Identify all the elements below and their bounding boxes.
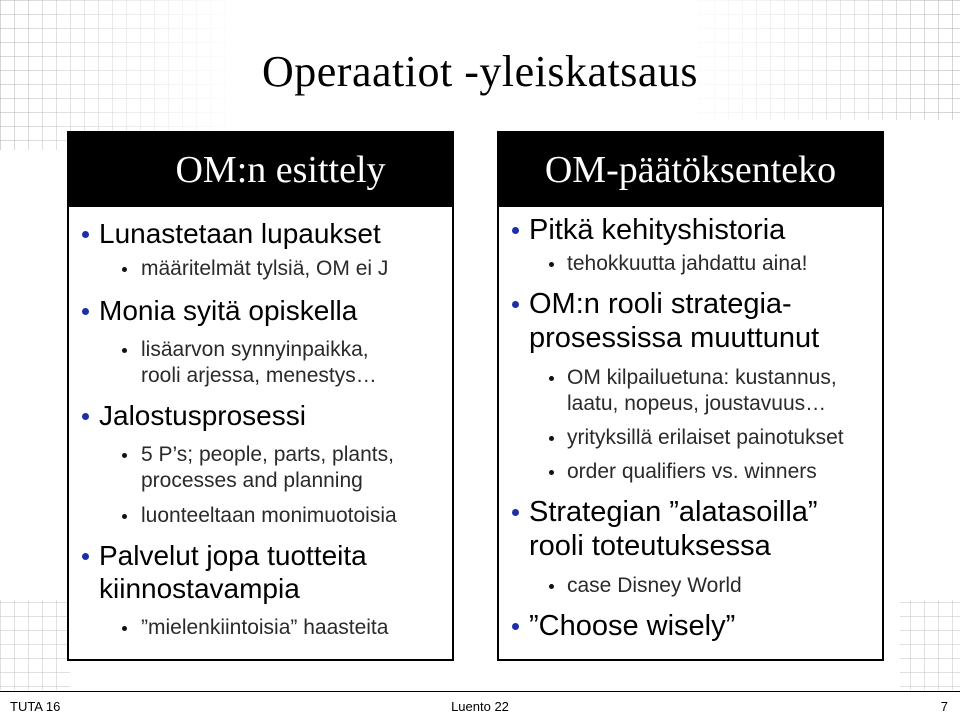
- bullet-icon: [82, 231, 89, 238]
- bullet-icon: [122, 453, 127, 458]
- list-item: Monia syitä opiskella: [69, 294, 452, 327]
- footer-page-number: 7: [940, 699, 948, 714]
- list-item: luonteeltaan monimuotoisia: [69, 503, 452, 529]
- bullet-icon: [512, 227, 519, 234]
- bullet-icon: [549, 584, 554, 589]
- list-item: yrityksillä erilaiset painotukset: [499, 425, 882, 451]
- list-item: 5 P’s; people, parts, plants, processes and planning: [69, 442, 452, 494]
- bullet-icon: [122, 626, 127, 631]
- list-item: ”mielenkiintoisia” haasteita: [69, 615, 452, 641]
- list-item: tehokkuutta jahdattu aina!: [499, 251, 882, 277]
- list-item: lisäarvon synnyinpaikka, rooli arjessa, menestys…: [69, 337, 452, 389]
- slide-footer: [0, 691, 960, 718]
- left-panel: [67, 131, 454, 661]
- list-item: OM:n rooli strategia- prosessissa muuttunut: [499, 287, 882, 355]
- list-item: Strategian ”alatasoilla” rooli toteutuksessa: [499, 495, 882, 563]
- list-item: order qualifiers vs. winners: [499, 459, 882, 485]
- left-panel-heading: OM:n esittely: [69, 133, 452, 207]
- list-item: Jalostusprosessi: [69, 399, 452, 432]
- footer-course-code: TUTA 16: [10, 699, 61, 714]
- bullet-icon: [82, 413, 89, 420]
- bullet-icon: [82, 308, 89, 315]
- slide-title: Operaatiot -yleiskatsaus: [262, 47, 698, 96]
- bullet-icon: [122, 267, 127, 272]
- bullet-icon: [82, 553, 89, 560]
- bullet-icon: [512, 301, 519, 308]
- left-panel-list: [69, 207, 452, 641]
- list-item: Palvelut jopa tuotteita kiinnostavampia: [69, 539, 452, 605]
- right-panel: [497, 131, 884, 661]
- list-item: Pitkä kehityshistoria: [499, 213, 882, 247]
- list-item: ”Choose wisely”: [499, 609, 882, 643]
- list-item: case Disney World: [499, 573, 882, 599]
- right-panel-list: [499, 207, 882, 643]
- bullet-icon: [512, 623, 519, 630]
- right-panel-heading: OM-päätöksenteko: [499, 133, 882, 207]
- bullet-icon: [512, 509, 519, 516]
- list-item: määritelmät tylsiä, OM ei J: [69, 256, 452, 282]
- list-item: OM kilpailuetuna: kustannus, laatu, nopeus, joustavuus…: [499, 365, 882, 417]
- bullet-icon: [122, 348, 127, 353]
- bullet-icon: [549, 376, 554, 381]
- footer-lecture-label: Luento 22: [451, 699, 509, 714]
- bullet-icon: [549, 470, 554, 475]
- bullet-icon: [549, 262, 554, 267]
- bullet-icon: [549, 436, 554, 441]
- bullet-icon: [122, 514, 127, 519]
- list-item: Lunastetaan lupaukset: [69, 217, 452, 250]
